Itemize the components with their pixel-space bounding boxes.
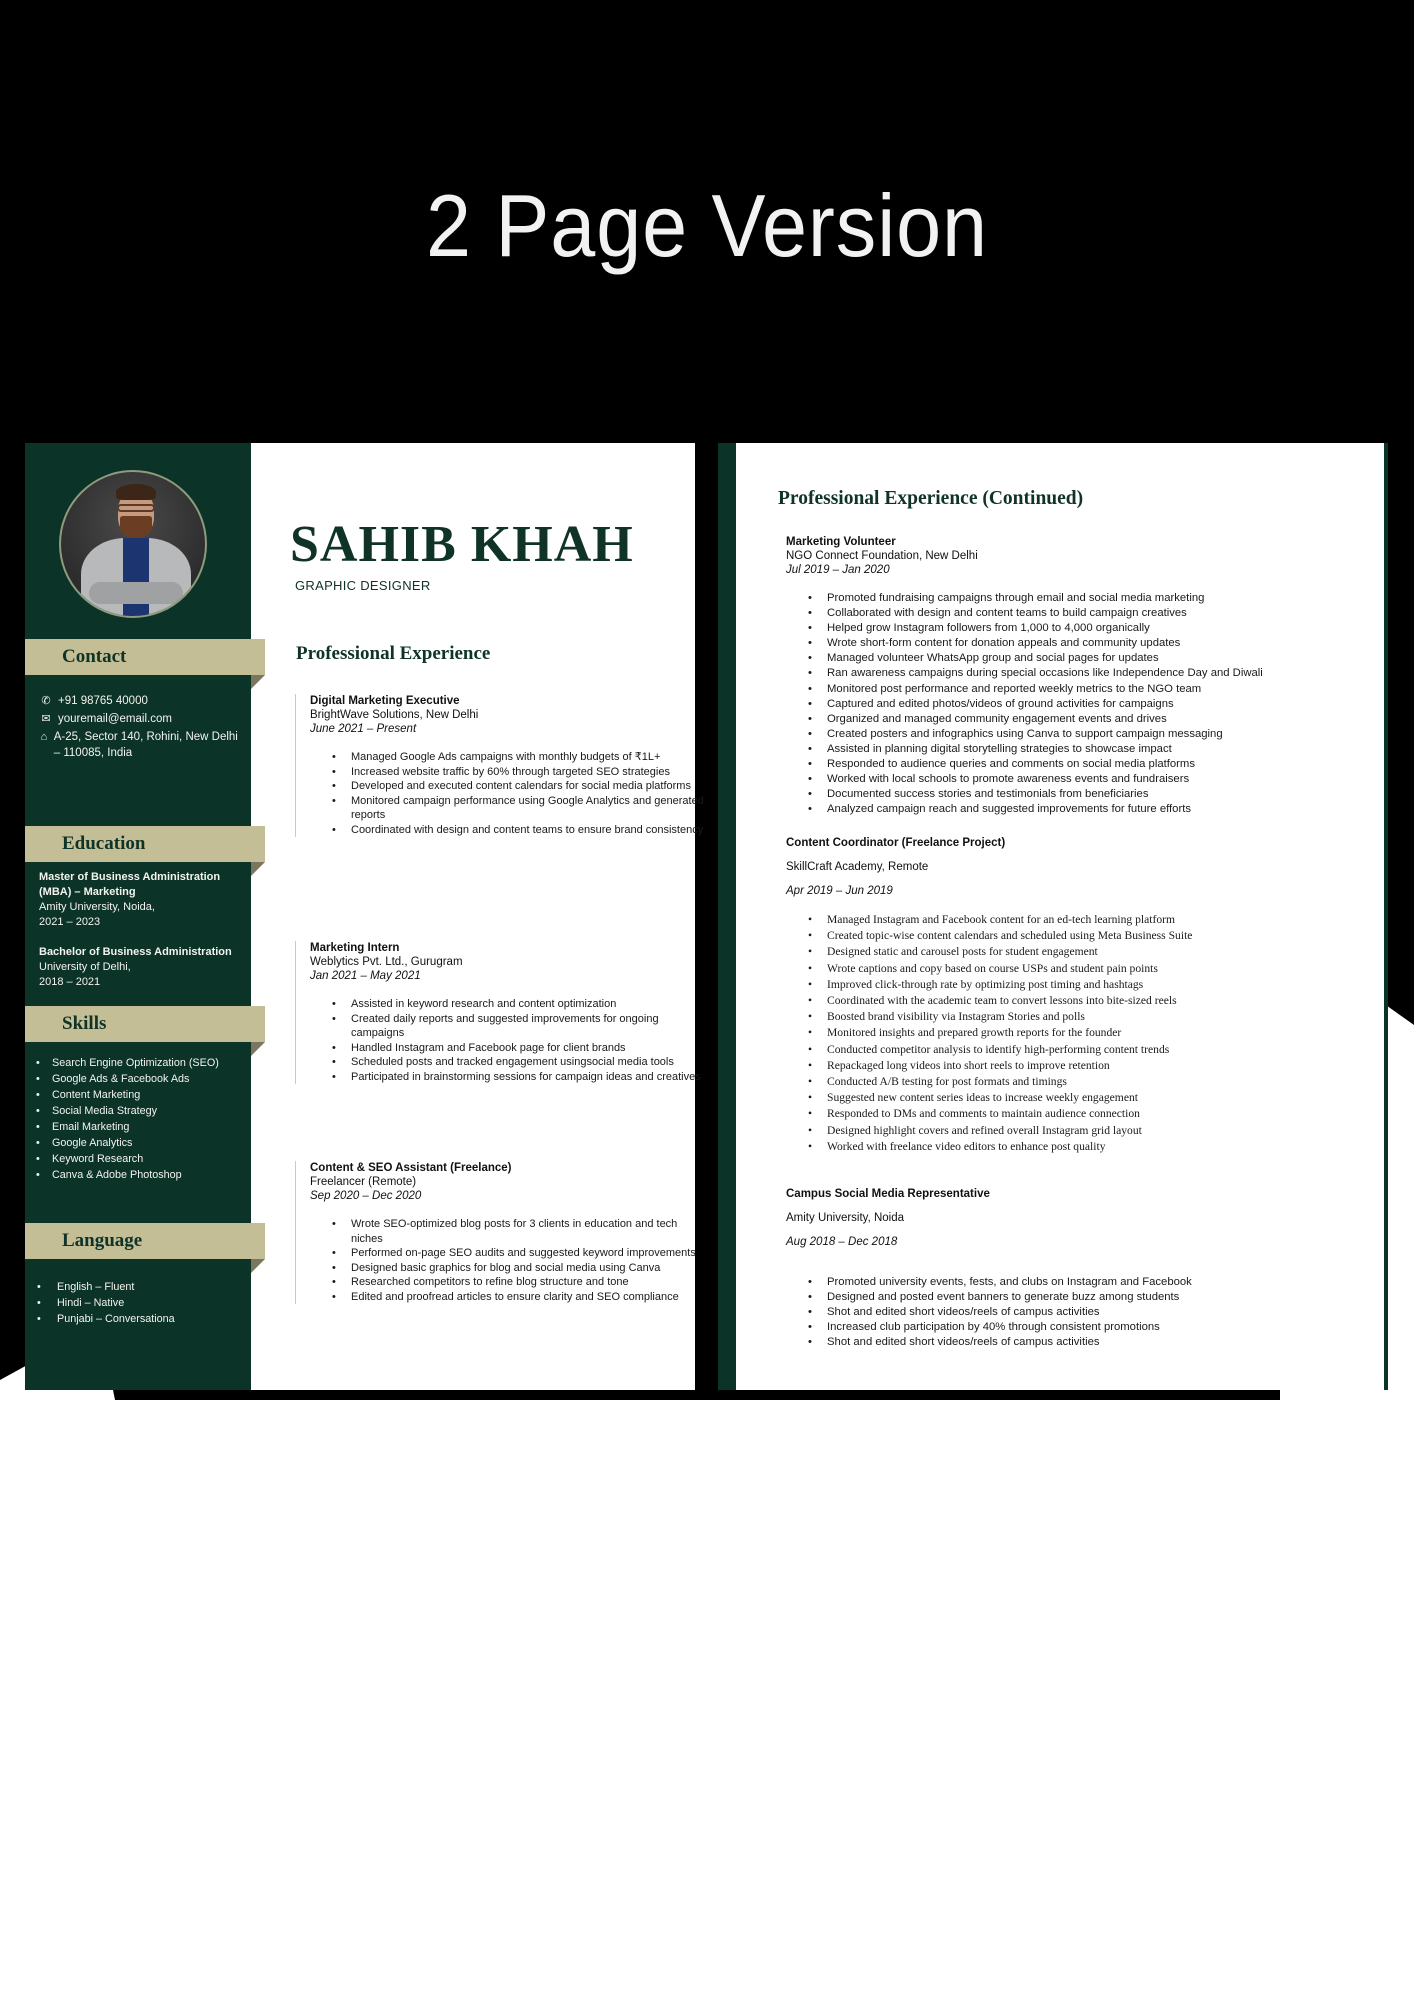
job-bullets: • Promoted university events, fests, and clubs on Instagram and Facebook • Designed and posted event banners to generate buzz among students • Shot and edited short videos/reels of campus activities • Increased club participation by 40% through consistent promotions • Shot and edited short videos/reels of campus activities [808, 1275, 1376, 1350]
avatar [59, 470, 207, 618]
language-list [37, 1279, 247, 1327]
language-item: • Hindi – Native [37, 1295, 247, 1311]
experience-heading: Professional Experience [296, 643, 491, 664]
headline: 2 Page Version [425, 176, 989, 275]
job-entry: Content & SEO Assistant (Freelance) Freelancer (Remote) Sep 2020 – Dec 2020 • Wrote SEO-optimized blog posts for 3 clients in education and tech niches • Performed on-page SEO audits and suggested keyword improvements • Designed basic graphics for blog and social media using Canva • Researched competitors to refine blog structure and tone • Edited and proofread articles to ensure clarity and SEO compliance [295, 1161, 705, 1304]
sidebar [25, 443, 251, 1390]
job-bullets: • Managed Instagram and Facebook content for an ed-tech learning platform • Created topic-wise content calendars and scheduled using Meta Business Suite • Designed static and carousel posts for student engagement • Wrote captions and copy based on course USPs and student pain points • Improved click-through rate by optimizing post timing and hashtags • Coordinated with the academic team to convert lessons into bite-sized reels • Boosted brand visibility via Instagram Stories and polls • Monitored insights and prepared growth reports for the founder • Conducted competitor analysis to identify high-performing content trends • Repackaged long videos into short reels to improve retention • Conducted A/B testing for post formats and timings • Suggested new content series ideas to increase weekly engagement • Responded to DMs and comments to maintain audience connection • Designed highlight covers and refined overall Instagram grid layout • Worked with freelance video editors to enhance post quality [808, 912, 1376, 1155]
job-entry: Campus Social Media Representative Amity University, Noida Aug 2018 – Dec 2018 • Promoted university events, fests, and clubs on Instagram and Facebook • Designed and posted event banners to generate buzz among students • Shot and edited short videos/reels of campus activities • Increased club participation by 40% through consistent promotions • Shot and edited short videos/reels of campus activities [786, 1187, 1376, 1350]
skill-item: • Keyword Research [36, 1151, 246, 1167]
mail-icon: ✉ [41, 713, 51, 725]
skill-item: • Canva & Adobe Photoshop [36, 1167, 246, 1183]
job-bullets: • Wrote SEO-optimized blog posts for 3 clients in education and tech niches • Performed on-page SEO audits and suggested keyword improvements • Designed basic graphics for blog and social media using Canva • Researched competitors to refine blog structure and tone • Edited and proofread articles to ensure clarity and SEO compliance [332, 1217, 705, 1304]
education-item: Master of Business Administration (MBA) – Marketing Amity University, Noida, 2021 – 2023 [39, 871, 221, 928]
resume-page-2 [718, 443, 1388, 1390]
skill-item: • Content Marketing [36, 1087, 246, 1103]
job-entry: Digital Marketing Executive BrightWave Solutions, New Delhi June 2021 – Present • Managed Google Ads campaigns with monthly budgets of ₹1L+ • Increased website traffic by 60% through targeted SEO strategies • Developed and executed content calendars for social media platforms • Monitored campaign performance using Google Analytics and generated reports • Coordinated with design and content teams to ensure brand consistency [295, 694, 705, 837]
contact-address: ⌂ A-25, Sector 140, Rohini, New Delhi – 110085, India [40, 731, 238, 759]
education-list [39, 870, 244, 1005]
contact-heading: Contact [25, 639, 265, 675]
job-bullets: • Promoted fundraising campaigns through email and social media marketing • Collaborated with design and content teams to build campaign creatives • Helped grow Instagram followers from 1,000 to 4,000 organically • Wrote short-form content for donation appeals and community updates • Managed volunteer WhatsApp group and social pages for updates • Ran awareness campaigns during special occasions like Independence Day and Diwali • Monitored post performance and reported weekly metrics to the NGO team • Captured and edited photos/videos of ground activities for campaigns • Organized and managed community engagement events and drives • Created posters and infographics using Canva to support campaign messaging • Assisted in planning digital storytelling strategies to showcase impact • Responded to audience queries and comments on social media platforms • Worked with local schools to promote awareness events and fundraisers • Documented success stories and testimonials from beneficiaries • Analyzed campaign reach and suggested improvements for future efforts [808, 591, 1376, 817]
resume-page-1 [25, 443, 704, 1390]
skill-item: • Search Engine Optimization (SEO) [36, 1055, 246, 1071]
contact-email[interactable]: ✉ youremail@email.com [39, 711, 239, 727]
candidate-name: SAHIB KHAH [290, 516, 634, 573]
language-heading: Language [25, 1223, 265, 1259]
skill-item: • Social Media Strategy [36, 1103, 246, 1119]
language-item: • Punjabi – Conversationa [37, 1311, 247, 1327]
job-entry: Marketing Intern Weblytics Pvt. Ltd., Gurugram Jan 2021 – May 2021 • Assisted in keyword research and content optimization • Created daily reports and suggested improvements for ongoing campaigns • Handled Instagram and Facebook page for client brands • Scheduled posts and tracked engagement usingsocial media tools • Participated in brainstorming sessions for campaign ideas and creatives [295, 941, 705, 1084]
skills-list [36, 1055, 246, 1183]
phone-icon: ✆ [41, 695, 51, 707]
skills-heading: Skills [25, 1006, 265, 1042]
job-entry: Content Coordinator (Freelance Project) SkillCraft Academy, Remote Apr 2019 – Jun 2019 • Managed Instagram and Facebook content for an ed-tech learning platform • Created topic-wise content calendars and scheduled using Meta Business Suite • Designed static and carousel posts for student engagement • Wrote captions and copy based on course USPs and student pain points • Improved click-through rate by optimizing post timing and hashtags • Coordinated with the academic team to convert lessons into bite-sized reels • Boosted brand visibility via Instagram Stories and polls • Monitored insights and prepared growth reports for the founder • Conducted competitor analysis to identify high-performing content trends • Repackaged long videos into short reels to improve retention • Conducted A/B testing for post formats and timings • Suggested new content series ideas to increase weekly engagement • Responded to DMs and comments to maintain audience connection • Designed highlight covers and refined overall Instagram grid layout • Worked with freelance video editors to enhance post quality [786, 836, 1376, 1155]
job-bullets: • Managed Google Ads campaigns with monthly budgets of ₹1L+ • Increased website traffic by 60% through targeted SEO strategies • Developed and executed content calendars for social media platforms • Monitored campaign performance using Google Analytics and generated reports • Coordinated with design and content teams to ensure brand consistency [332, 750, 705, 837]
skill-item: • Google Ads & Facebook Ads [36, 1071, 246, 1087]
contact-list [39, 693, 239, 763]
language-item: • English – Fluent [37, 1279, 247, 1295]
contact-phone[interactable]: ✆ +91 98765 40000 [39, 693, 239, 709]
skill-item: • Email Marketing [36, 1119, 246, 1135]
experience-continued-heading: Professional Experience (Continued) [778, 488, 1084, 509]
job-bullets: • Assisted in keyword research and content optimization • Created daily reports and suggested improvements for ongoing campaigns • Handled Instagram and Facebook page for client brands • Scheduled posts and tracked engagement usingsocial media tools • Participated in brainstorming sessions for campaign ideas and creatives [332, 997, 705, 1084]
candidate-role: GRAPHIC DESIGNER [295, 578, 431, 593]
education-item: Bachelor of Business Administration University of Delhi, 2018 – 2021 [39, 946, 232, 988]
home-icon: ⌂ [40, 731, 48, 743]
job-entry: Marketing Volunteer NGO Connect Foundation, New Delhi Jul 2019 – Jan 2020 • Promoted fundraising campaigns through email and social media marketing • Collaborated with design and content teams to build campaign creatives • Helped grow Instagram followers from 1,000 to 4,000 organically • Wrote short-form content for donation appeals and community updates • Managed volunteer WhatsApp group and social pages for updates • Ran awareness campaigns during special occasions like Independence Day and Diwali • Monitored post performance and reported weekly metrics to the NGO team • Captured and edited photos/videos of ground activities for campaigns • Organized and managed community engagement events and drives • Created posters and infographics using Canva to support campaign messaging • Assisted in planning digital storytelling strategies to showcase impact • Responded to audience queries and comments on social media platforms • Worked with local schools to promote awareness events and fundraisers • Documented success stories and testimonials from beneficiaries • Analyzed campaign reach and suggested improvements for future efforts [786, 535, 1376, 817]
skill-item: • Google Analytics [36, 1135, 246, 1151]
education-heading: Education [25, 826, 265, 862]
